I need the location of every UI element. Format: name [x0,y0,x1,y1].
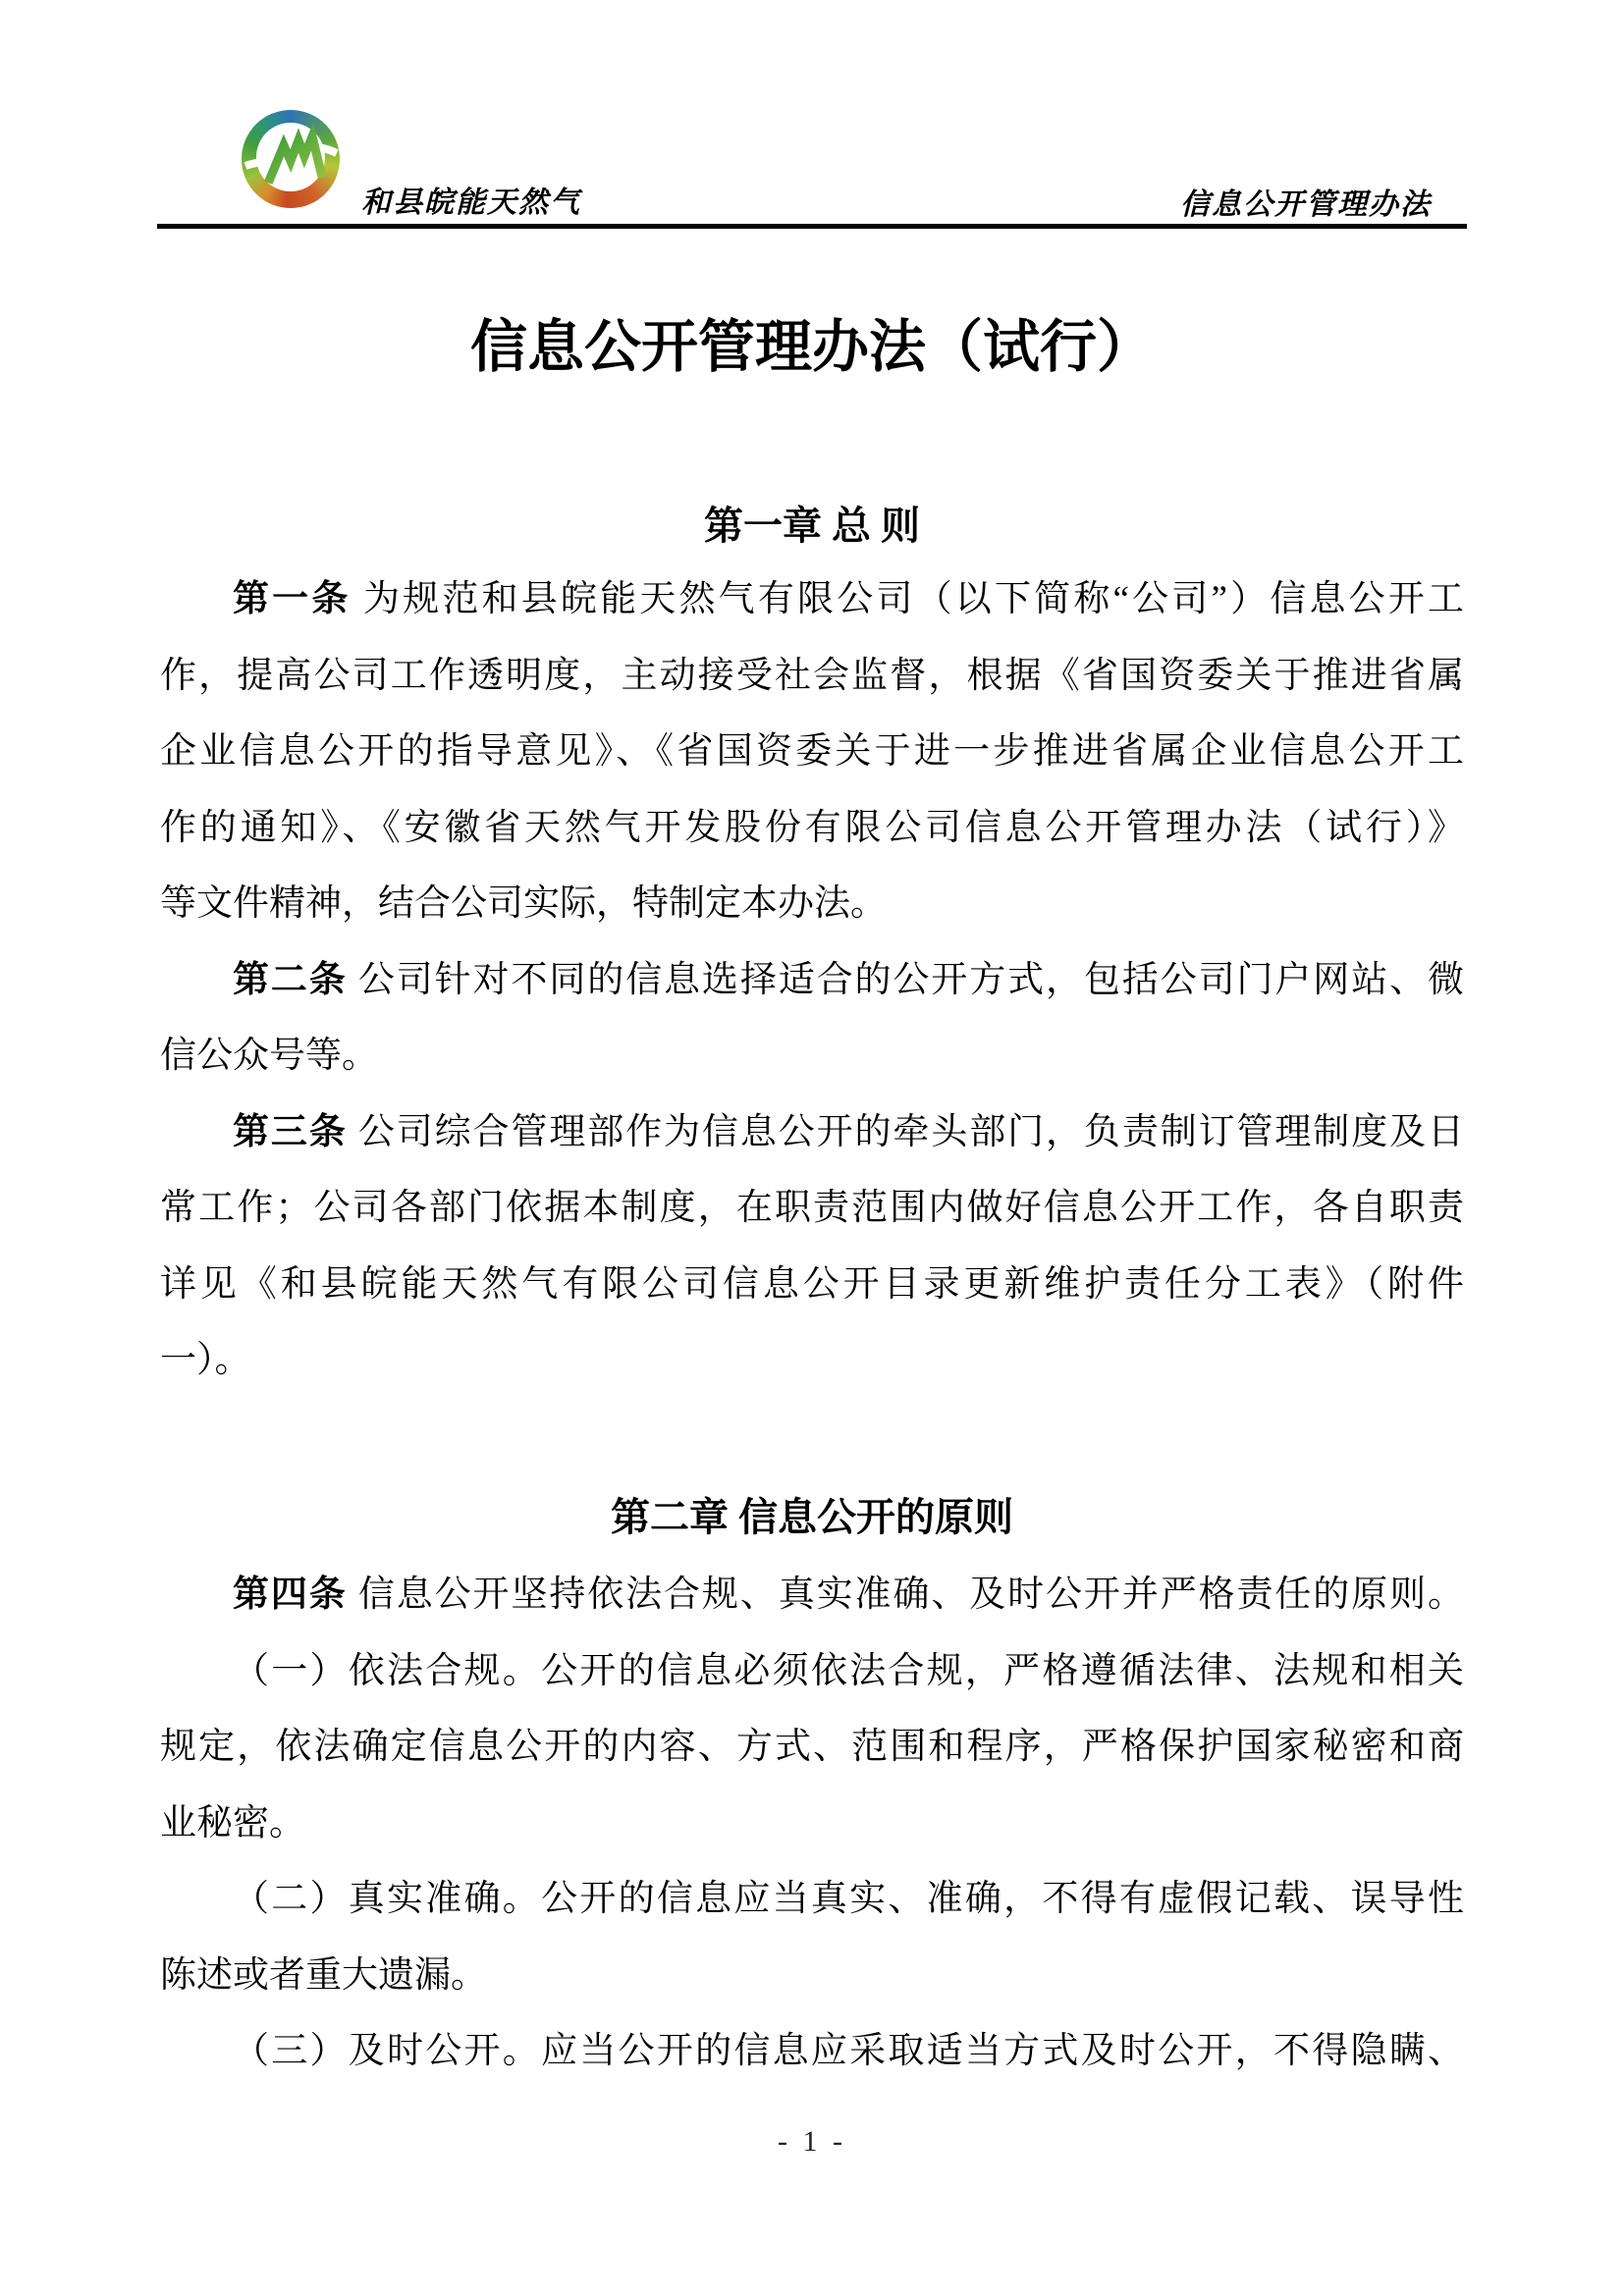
line-text: 为规范和县皖能天然气有限公司（以下简称“公司”）信息公开工 [351,579,1465,619]
line-text: 业秘密。 [160,1802,305,1843]
article-4-label: 第四条 [233,1575,348,1615]
line-text: 等文件精神，结合公司实际，特制定本办法。 [160,883,887,924]
header-document-name: 信息公开管理办法 [1180,188,1432,221]
body-line [160,866,1464,942]
body-line [160,942,1464,1019]
chapter-2-heading: 第二章 信息公开的原则 [611,1495,1013,1539]
body-line [160,1322,1464,1399]
header-rule [157,224,1467,229]
company-logo-icon [242,110,340,208]
document-title: 信息公开管理办法（试行） [469,315,1154,379]
body-line [160,1018,1464,1095]
body-line [160,1938,1464,2014]
logo-mountain-m-icon [242,110,340,208]
line-text: （一）依法合规。公开的信息必须依法合规，严格遵循法律、法规和相关 [233,1650,1464,1691]
body-line [160,561,1464,638]
line-text: 一）。 [160,1340,251,1380]
line-text: 信公众号等。 [160,1036,378,1076]
chapter-2-body [160,1557,1464,2090]
line-text: 常工作；公司各部门依据本制度，在职责范围内做好信息公开工作，各自职责 [160,1188,1464,1228]
line-text: 陈述或者重大遗漏。 [160,1954,487,1996]
header-company-name: 和县皖能天然气 [361,187,581,219]
body-line [160,714,1464,790]
article-2-label: 第二条 [233,959,348,1000]
line-text: （二）真实准确。公开的信息应当真实、准确，不得有虚假记载、误导性 [233,1879,1464,1919]
page-number: - 1 - [778,2125,846,2158]
body-line [160,1170,1464,1247]
line-text: 作，提高公司工作透明度，主动接受社会监督，根据《省国资委关于推进省属 [160,655,1464,696]
body-line [160,638,1464,715]
line-text: （三）及时公开。应当公开的信息应采取适当方式及时公开，不得隐瞒、 [233,2031,1464,2071]
body-line [160,1557,1464,1633]
body-line [160,1095,1464,1171]
body-line [160,1786,1464,1862]
line-text: 作的通知》、《安徽省天然气开发股份有限公司信息公开管理办法（试行）》 [160,807,1464,848]
body-line [160,790,1464,867]
chapter-1-body [160,561,1464,1399]
body-line [160,2013,1464,2090]
line-text: 详见《和县皖能天然气有限公司信息公开目录更新维护责任分工表》（附件 [160,1263,1464,1305]
article-1-label: 第一条 [233,579,352,619]
chapter-1-heading: 第一章 总 则 [704,504,920,548]
line-text: 规定，依法确定信息公开的内容、方式、范围和程序，严格保护国家秘密和商 [160,1727,1464,1767]
line-text: 公司综合管理部作为信息公开的牵头部门，负责制订管理制度及日 [347,1111,1465,1152]
line-text: 信息公开坚持依法合规、真实准确、及时公开并严格责任的原则。 [347,1575,1465,1615]
body-line [160,1633,1464,1710]
line-text: 企业信息公开的指导意见》、《省国资委关于进一步推进省属企业信息公开工 [160,731,1464,772]
body-line [160,1861,1464,1938]
line-text: 公司针对不同的信息选择适合的公开方式，包括公司门户网站、微 [347,959,1465,1000]
body-line [160,1709,1464,1786]
body-line [160,1247,1464,1323]
article-3-label: 第三条 [233,1111,348,1152]
